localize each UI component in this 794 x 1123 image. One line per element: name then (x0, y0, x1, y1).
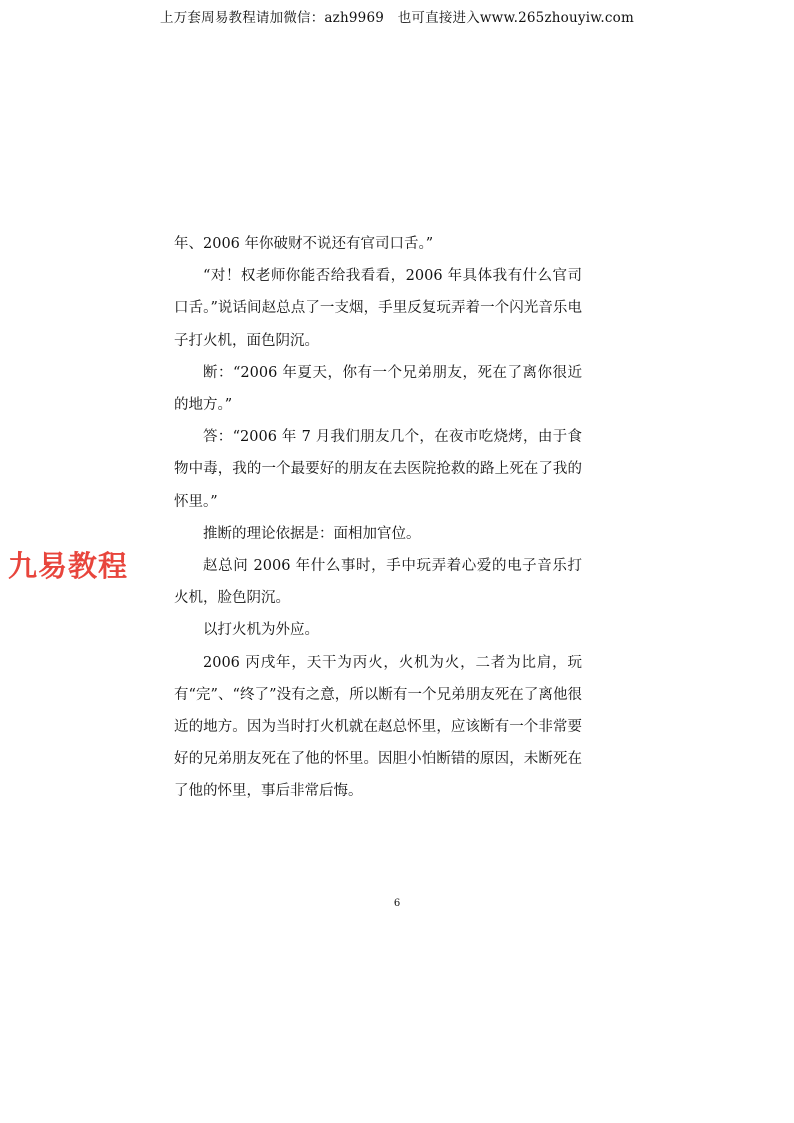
paragraph-8: 2006 丙戌年，天干为丙火，火机为火，二者为比肩，玩有“完”、“终了”没有之意，所以断有一个兄弟朋友死在了离他很近的地方。因为当时打火机就在赵总怀里，应该断有一个非常要好的兄弟朋友死在了他的怀里。因胆小怕断错的原因，未断死在了他的怀里，事后非常后悔。 (174, 654, 582, 800)
paragraph-1: 年、2006 年你破财不说还有官司口舌。” (174, 236, 434, 252)
page-header: 上万套周易教程请加微信：azh9969 也可直接进入www.265zhouyiw.com (160, 10, 634, 26)
paragraph-6: 赵总问 2006 年什么事时，手中玩弄着心爱的电子音乐打火机，脸色阴沉。 (174, 558, 582, 607)
page-number: 6 (393, 898, 401, 909)
document-body (174, 228, 582, 808)
paragraph-5: 推断的理论依据是：面相加官位。 (203, 525, 421, 542)
paragraph-4: 答：“2006 年 7 月我们朋友几个，在夜市吃烧烤，由于食物中毒，我的一个最要好的朋友在去医院抢救的路上死在了我的怀里。” (174, 429, 582, 510)
paragraph-7: 以打火机为外应。 (203, 622, 319, 639)
paragraph-3: 断：“2006 年夏天，你有一个兄弟朋友，死在了离你很近的地方。” (174, 364, 582, 414)
watermark-logo: 九易教程 (8, 549, 129, 583)
paragraph-2: “对！权老师你能否给我看看，2006 年具体我有什么官司口舌。”说话间赵总点了一支烟，手里反复玩弄着一个闪光音乐电子打火机，面色阴沉。 (174, 268, 582, 349)
